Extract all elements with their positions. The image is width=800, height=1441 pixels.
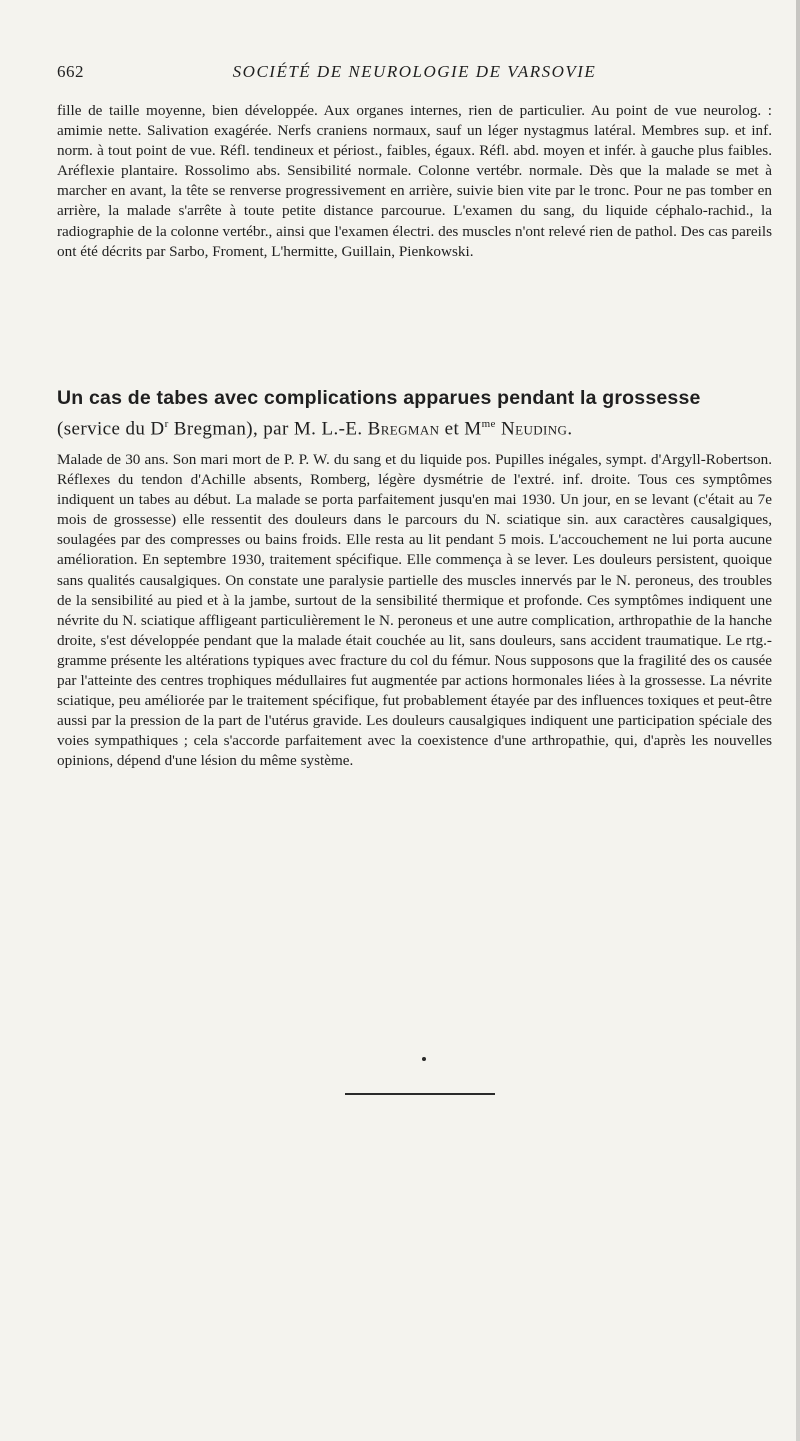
author-bregman: Bregman [367, 418, 440, 440]
byline-sup-me: me [481, 418, 496, 430]
byline-end: . [567, 418, 573, 440]
article-title: Un cas de tabes avec complications apparues pendant la grossesse [57, 387, 701, 409]
page-edge-shadow [796, 0, 800, 1441]
running-title: SOCIÉTÉ DE NEUROLOGIE DE VARSOVIE [232, 62, 597, 81]
article-heading [57, 385, 772, 442]
previous-case-section [57, 101, 772, 262]
article-body-paragraph: Malade de 30 ans. Son mari mort de P. P. W. du sang et du liquide pos. Pupilles inégales, sympt. d'Argyll-Robertson. Réflexes du tendon d'Achille absents, Romberg, légère dysmétrie de l'extré. inf. droite. Tous ces symptômes indiquent un tabes au début. La malade se porta parfaitement jusqu'en mai 1930. Un jour, en se levant (c'était au 7e mois de grossesse) elle ressentit des douleurs dans le parcours du N. sciatique sin. aux caractères causalgiques, soulagées par des compresses ou bains froids. Elle resta au lit pendant 5 mois. L'accouchement ne lui porta aucune amélioration. En septembre 1930, traitement spécifique. Elle commença à se lever. Les douleurs persistent, quoique sans qualités causalgiques. On constate une paralysie partielle des muscles innervés par le N. peroneus, des troubles de la sensibilité au pied et à la jambe, surtout de la sensibilité thermique et profonde. Ces symptômes indiquent une névrite du N. sciatique affligeant particulièrement le N. peroneus et une autre complication, arthropathie de la hanche droite, s'est développée pendant que la malade était couchée au lit, sans douleurs, sans accident traumatique. Le rtg.-gramme présente les altérations typiques avec fracture du col du fémur. Nous supposons que la fragilité des os causée par l'atteinte des centres trophiques médullaires fut augmentée par actions hormonales liées à la grossesse. La névrite sciatique, peu améliorée par le traitement spécifique, fut probablement étayée par des influences toxiques et peut-être aussi par la pression de la part de l'utérus gravide. Les douleurs causalgiques indiquent une participation spéciale des voies sympathiques ; cela s'accorde parfaitement avec la coexistence d'une arthropathie, qui, d'après les nouvelles opinions, dépend d'une lésion du même système. [57, 451, 772, 770]
article-body [57, 450, 772, 772]
author-neuding: Neuding [500, 418, 568, 440]
previous-case-paragraph: fille de taille moyenne, bien développée. Aux organes internes, rien de particulier. Au point de vue neurolog. : amimie nette. Salivation exagérée. Nerfs craniens normaux, sauf un léger nystagmus latéral. Membres sup. et inf. norm. à tout point de vue. Réfl. tendineux et périost., faibles, égaux. Réfl. abd. moyen et infér. à gauche plus faibles. Aréflexie plantaire. Rossolimo abs. Sensibilité normale. Colonne vertébr. normale. Dès que la malade se met à marcher en avant, la tête se renverse progressivement en arrière, suivie bien vite par le tronc. Pour ne pas tomber en arrière, la malade s'arrête à toute petite distance parcourue. L'examen du sang, du liquide céphalo-rachid., la radiographie de la colonne vertébr., ainsi que l'examen électri. des muscles n'ont relevé rien de pathol. Des cas pareils ont été décrits par Sarbo, Froment, L'hermitte, Guillain, Pienkowski. [57, 102, 772, 260]
byline-middle: Bregman), par M. L.-E. [168, 418, 368, 440]
byline-prefix: (service du D [57, 418, 165, 440]
page-number: 662 [57, 62, 84, 81]
byline-and: et M [439, 418, 482, 440]
separator-rule [345, 1093, 495, 1095]
separator-dot [422, 1057, 426, 1061]
article-byline [57, 411, 772, 442]
byline-sup: r [164, 418, 169, 430]
page-header [57, 62, 772, 84]
